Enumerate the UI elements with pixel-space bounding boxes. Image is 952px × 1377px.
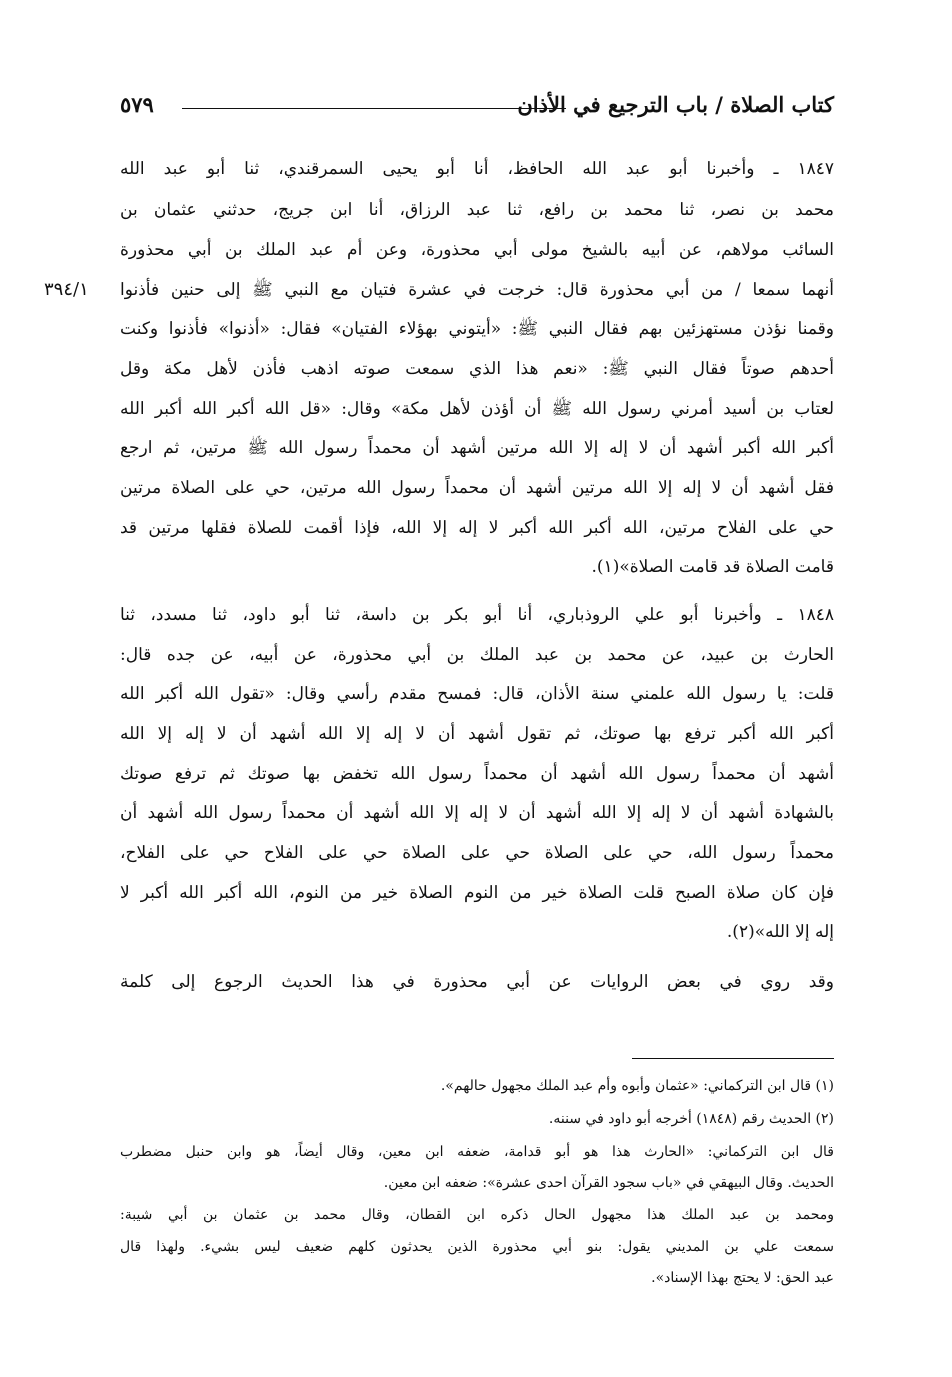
text-line: أكبر الله أكبر أشهد أن لا إله إلا الله مرتين أشهد أن محمداً رسول الله ﷺ مرتين، ثم ارجع bbox=[120, 438, 834, 458]
text-line: قامت الصلاة قد قامت الصلاة»(١). bbox=[591, 557, 834, 577]
footnote-line: ومحمد بن عبد الملك هذا مجهول الحال ذكره ابن القطان، وقال محمد بن عثمان بن أبي شيبة: bbox=[120, 1207, 834, 1223]
footnote-line: (١) قال ابن التركماني: «عثمان وأبوه وأم عبد الملك مجهول حالهم». bbox=[440, 1078, 834, 1094]
footnote-separator bbox=[632, 1058, 834, 1059]
text-line: أكبر الله أكبر ترفع بها صوتك، ثم تقول أشهد أن لا إله إلا الله أشهد أن لا إله إلا الله bbox=[120, 724, 834, 744]
text-line: السائب مولاهم، عن أبيه بالشيخ مولى أبي محذورة، وعن أم عبد الملك بن أبي محذورة bbox=[120, 240, 834, 260]
text-line: لعتاب بن أسيد أمرني رسول الله ﷺ أن أؤذن لأهل مكة» وقال: «قل الله أكبر الله أكبر الله bbox=[120, 399, 834, 419]
text-line: ١٨٤٨ ـ وأخبرنا أبو علي الروذباري، أنا أبو بكر بن داسة، ثنا أبو داود، ثنا مسدد، ثنا bbox=[120, 605, 834, 625]
text-line: حي على الفلاح مرتين، الله أكبر الله أكبر لا إله إلا الله، فإذا أقمت للصلاة فقلها مرتين قد bbox=[120, 518, 834, 538]
text-line: أحدهم صوتاً فقال النبي ﷺ: «نعم هذا الذي سمعت صوته اذهب فأذن لأهل مكة وقل bbox=[120, 359, 834, 379]
header-rule bbox=[182, 108, 566, 109]
footnote-line: قال ابن التركماني: «الحارث هذا هو أبو قدامة، ضعفه ابن معين، وقال أيضاً، هو وابن حنبل مضطرب bbox=[120, 1144, 834, 1160]
margin-volume-reference: ٣٩٤/١ bbox=[44, 279, 89, 300]
text-line: أنهما سمعا / من أبي محذورة قال: خرجت في عشرة فتيان مع النبي ﷺ إلى حنين فأذنوا bbox=[120, 280, 834, 300]
text-line: قلت: يا رسول الله علمني سنة الأذان، قال: فمسح مقدم رأسي وقال: «تقول الله أكبر الله bbox=[120, 684, 834, 704]
footnote-line: الحديث. وقال البيهقي في «باب سجود القرآن احدى عشرة»: ضعفه ابن معين. bbox=[383, 1175, 834, 1191]
text-line: محمد بن نصر، ثنا محمد بن رافع، ثنا عبد الرزاق، أنا ابن جريج، حدثني عثمان بن bbox=[120, 200, 834, 220]
page-number: ٥٧٩ bbox=[120, 92, 154, 117]
text-line: وقد روي في بعض الروايات عن أبي محذورة في هذا الحديث الرجوع إلى كلمة bbox=[120, 972, 834, 992]
text-line: بالشهادة أشهد أن لا إله إلا الله أشهد أن لا إله إلا الله أشهد أن محمداً رسول الله أشهد أن bbox=[120, 803, 834, 823]
text-line: ١٨٤٧ ـ وأخبرنا أبو عبد الله الحافظ، أنا أبو يحيى السمرقندي، ثنا أبو عبد الله bbox=[120, 159, 834, 179]
text-line: فقل أشهد أن لا إله إلا الله مرتين أشهد أن محمداً رسول الله مرتين، حي على الصلاة مرتين bbox=[120, 478, 834, 498]
footnote-line: سمعت علي بن المديني يقول: بنو أبي محذورة الذين يحدثون كلهم ضعيف ليس بشيء. ولهذا قال bbox=[120, 1239, 834, 1255]
footnote-line: عبد الحق: لا يحتج بهذا الإسناد». bbox=[651, 1270, 834, 1286]
text-line: فإن كان صلاة الصبح قلت الصلاة خير من النوم الصلاة خير من النوم، الله أكبر الله أكبر لا bbox=[120, 883, 834, 903]
text-line: الحارث بن عبيد، عن محمد بن عبد الملك بن أبي محذورة، عن أبيه، عن جده قال: bbox=[120, 645, 834, 665]
text-line: محمداً رسول الله، حي على الصلاة حي على الصلاة حي على الفلاح حي على الفلاح، bbox=[120, 843, 834, 863]
text-line: إله إلا الله»(٢). bbox=[726, 922, 834, 942]
footnote-line: (٢) الحديث رقم (١٨٤٨) أخرجه أبو داود في سننه. bbox=[548, 1111, 834, 1127]
text-line: أشهد أن محمداً رسول الله أشهد أن محمداً رسول الله تخفض بها صوتك ثم ترفع صوتك bbox=[120, 764, 834, 784]
running-header bbox=[120, 90, 834, 126]
chapter-title: كتاب الصلاة / باب الترجيع في الأذان bbox=[517, 92, 834, 117]
text-line: وقمنا نؤذن مستهزئين بهم فقال النبي ﷺ: «أيتوني بهؤلاء الفتيان» فقال: «أذنوا» فأذنوا وكنت bbox=[120, 319, 834, 339]
